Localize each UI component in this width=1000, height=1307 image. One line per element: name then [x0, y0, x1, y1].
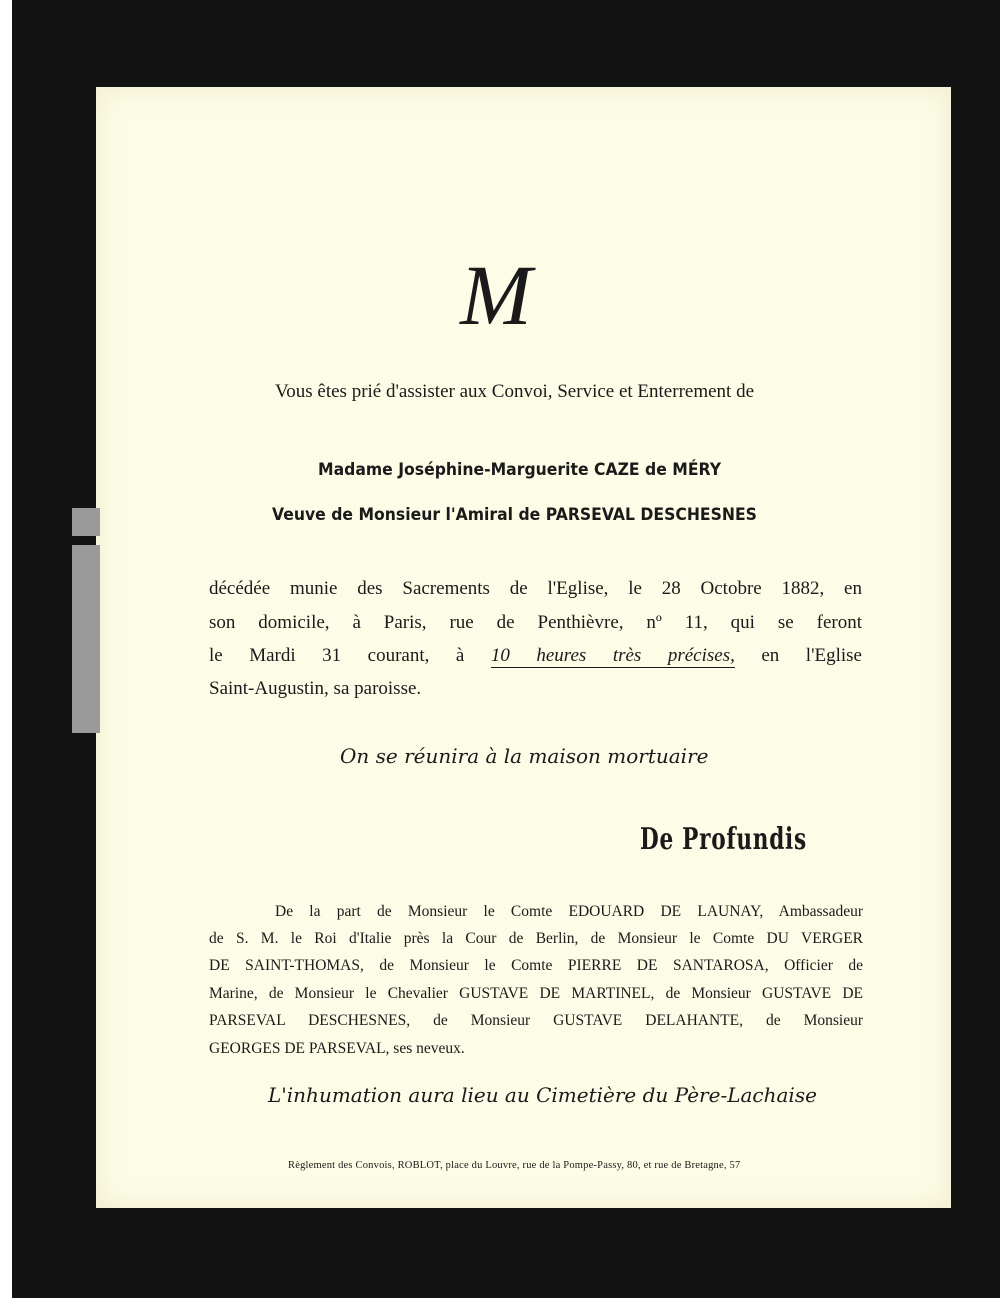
burial-note: L'inhumation aura lieu au Cimetière du Père-Lachaise — [268, 1083, 817, 1107]
invitation-intro: Vous êtes prié d'assister aux Convoi, Service et Enterrement de — [275, 381, 754, 402]
service-time: 10 heures très précises, — [490, 645, 735, 666]
details-text: en l'Eglise — [761, 645, 862, 666]
watermark-mark — [72, 508, 100, 536]
details-text: le Mardi 31 courant, à — [209, 645, 465, 666]
family-line: de S. M. le Roi d'Italie près la Cour de Berlin, de Monsieur le Comte DU VERGER — [209, 930, 863, 947]
de-profundis: De Profundis — [640, 822, 807, 857]
family-line: De la part de Monsieur le Comte EDOUARD DE LAUNAY, Ambassadeur — [275, 903, 863, 920]
family-line: PARSEVAL DESCHESNES, de Monsieur GUSTAVE DELAHANTE, de Monsieur — [209, 1012, 863, 1029]
deceased-name: Madame Joséphine-Marguerite CAZE de MÉRY — [318, 460, 722, 480]
family-line: GEORGES DE PARSEVAL, ses neveux. — [209, 1040, 465, 1057]
printer-credit: Règlement des Convois, ROBLOT, place du Louvre, rue de la Pompe-Passy, 80, et rue de Bretagne, 57 — [288, 1160, 741, 1171]
details-line: décédée munie des Sacrements de l'Eglise, le 28 Octobre 1882, en — [209, 578, 862, 599]
family-line: Marine, de Monsieur le Chevalier GUSTAVE DE MARTINEL, de Monsieur GUSTAVE DE — [209, 985, 863, 1002]
monogram: M — [460, 247, 530, 343]
family-line: DE SAINT-THOMAS, de Monsieur le Comte PIERRE DE SANTAROSA, Officier de — [209, 957, 863, 974]
details-line — [209, 645, 862, 667]
watermark-mark — [72, 545, 100, 733]
reunion-note: On se réunira à la maison mortuaire — [340, 744, 709, 768]
details-line: Saint-Augustin, sa paroisse. — [209, 678, 422, 699]
deceased-title: Veuve de Monsieur l'Amiral de PARSEVAL DESCHESNES — [272, 505, 757, 525]
details-line: son domicile, à Paris, rue de Penthièvre, nº 11, qui se feront — [209, 612, 862, 633]
